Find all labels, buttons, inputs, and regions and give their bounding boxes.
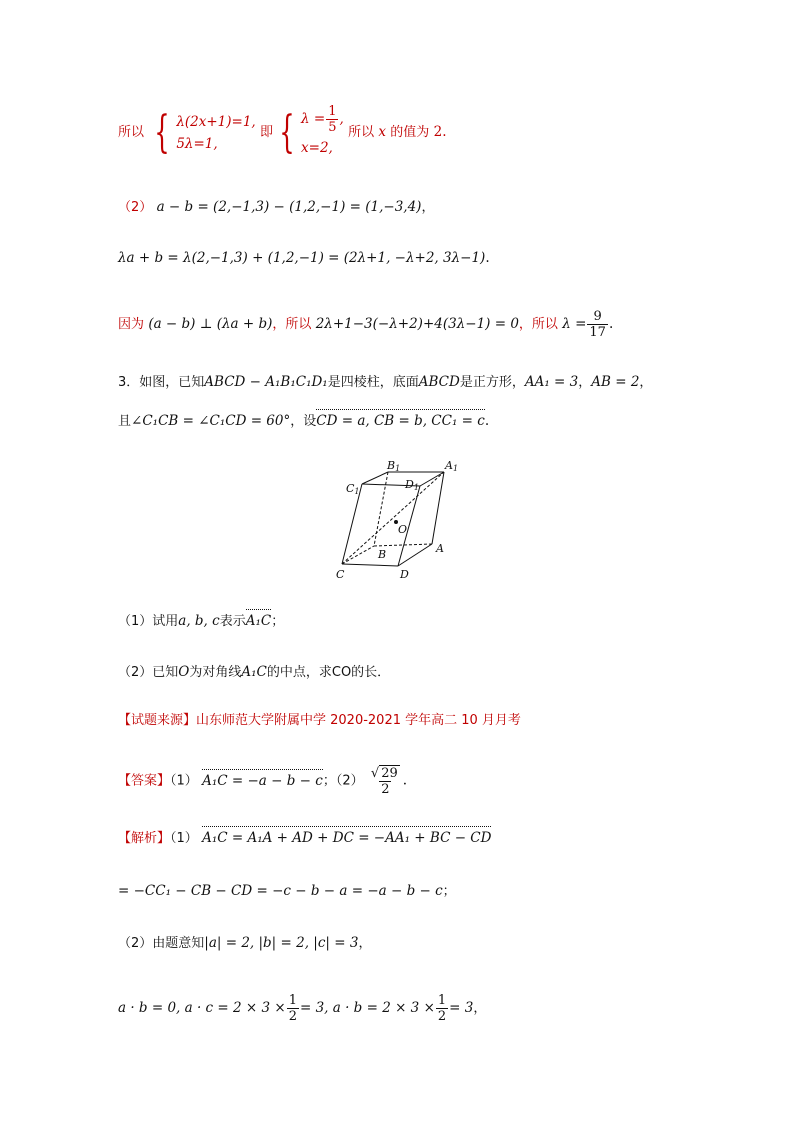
- answer-fraction: $\frac{√ 29}{2}$: [370, 766, 398, 797]
- parallelepiped-figure: [330, 458, 470, 586]
- angle-conditions: ∠C₁CB = ∠C₁CD = 60°: [131, 413, 291, 429]
- left-brace-icon: {: [154, 106, 171, 158]
- basis-vectors: a, b, c: [178, 613, 220, 629]
- question-part-2: （2）已知O为对角线A₁C的中点，求CO的长．: [118, 664, 391, 680]
- label-d1: D1: [405, 478, 419, 492]
- point-o: O: [178, 664, 190, 680]
- label-a: A: [436, 542, 444, 555]
- dot-products: a · b = 0, a · c = 2 × 3 × $\frac{1}{2}$ = 3, a · b = 2 × 3 × $\frac{1}{2}$ = 3: [118, 993, 474, 1024]
- answer-expression: A₁C = −a − b − c: [202, 772, 323, 789]
- text-mid: 即: [260, 125, 274, 140]
- part-label: （2）: [118, 200, 153, 215]
- equation-difference: a − b = (2,−1,3) − (1,2,−1) = (1,−3,4): [156, 199, 422, 215]
- label-o: O: [398, 523, 408, 536]
- vector-definitions: CD = a, CB = b, CC₁ = c: [316, 413, 485, 429]
- solution-label: 【解析】: [118, 831, 171, 846]
- label-b: B: [378, 548, 387, 561]
- label-a1: A1: [445, 459, 459, 473]
- system2-row2: x=2,: [301, 140, 333, 156]
- text-prefix: 所以: [118, 125, 145, 140]
- left-brace-icon: {: [279, 106, 295, 158]
- line-perpendicular: 因为 (a − b) ⊥ (λa + b)，所以 2λ+1−3(−λ+2)+4(3λ−1) = 0，所以 λ = $\frac{9}{17}$ .: [118, 309, 614, 340]
- diagonal-name: A₁C: [241, 664, 267, 680]
- label-c: C: [336, 568, 345, 581]
- line-vector-sum: λa + b = λ(2,−1,3) + (1,2,−1) = (2λ+1, −λ+2, 3λ−1).: [118, 250, 490, 266]
- equation-system-2: [301, 104, 344, 161]
- solution-line-1: 【解析】（1） A₁C = A₁A + AD + DC = −AA₁ + BC − CD: [118, 830, 492, 846]
- base-name: ABCD: [418, 374, 460, 390]
- question-3-statement: 3．如图，已知ABCD − A₁B₁C₁D₁是四棱柱，底面ABCD是正方形，AA₁ = 3，AB = 2，: [118, 374, 653, 390]
- equation-sum: λa + b = λ(2,−1,3) + (1,2,−1) = (2λ+1, −λ+2, 3λ−1): [118, 250, 486, 266]
- solution-line-3: （2）由题意知|a| = 2, |b| = 2, |c| = 3，: [118, 935, 372, 951]
- variable-x: x: [378, 124, 386, 140]
- solution-line-2: = −CC₁ − CB − CD = −c − b − a = −a − b − c；: [118, 883, 456, 899]
- text-because: 因为: [118, 317, 145, 332]
- target-vector: A₁C: [245, 613, 272, 629]
- label-b1: B1: [387, 459, 401, 473]
- label-c1: C1: [346, 482, 360, 496]
- text-suffix-a: 所以: [348, 125, 375, 140]
- value-two: 2: [433, 124, 443, 140]
- solution-expression-1: A₁C = A₁A + AD + DC = −AA₁ + BC − CD: [202, 830, 492, 846]
- system1-row1: λ(2x+1)=1,: [176, 113, 256, 130]
- question-source: 【试题来源】山东师范大学附属中学 2020-2021 学年高二 10 月月考: [118, 713, 521, 728]
- system2-row1: λ = $\frac{1}{5}$ ,: [301, 104, 344, 135]
- solution-expression-2: = −CC₁ − CB − CD = −c − b − a = −a − b − c: [118, 883, 443, 899]
- vector-magnitudes: |a| = 2, |b| = 2, |c| = 3: [204, 935, 359, 951]
- question-3-conditions: 且∠C₁CB = ∠C₁CD = 60°，设CD = a, CB = b, CC₁ = c.: [118, 413, 490, 429]
- line-vector-difference: （2） a − b = (2,−1,3) − (1,2,−1) = (1,−3,4)，: [118, 199, 435, 215]
- line-solution-system: 所以 { λ(2x+1)=1, 5λ=1, 即 { λ = $\frac{1}{5}$ , x=2, 所以 x 的值为 2.: [118, 104, 447, 161]
- edge-ab: AB = 2: [591, 374, 640, 390]
- edge-aa1: AA₁ = 3: [524, 374, 579, 390]
- equation-dot-zero: 2λ+1−3(−λ+2)+4(3λ−1) = 0: [315, 316, 519, 332]
- equation-system-1: [176, 111, 255, 155]
- lambda-result: λ = $\frac{9}{17}$: [562, 309, 606, 340]
- question-part-1: （1）试用a, b, c表示A₁C；: [118, 613, 285, 629]
- answer-line: 【答案】（1） A₁C = −a − b − c；（2） $\frac{√ 29}{2}$ .: [118, 766, 408, 797]
- system1-row2: 5λ=1,: [176, 135, 218, 152]
- label-d: D: [400, 568, 409, 581]
- text-suffix-b: 的值为: [390, 125, 430, 140]
- solution-line-4: a · b = 0, a · c = 2 × 3 × $\frac{1}{2}$ = 3, a · b = 2 × 3 × $\frac{1}{2}$ = 3，: [118, 993, 487, 1024]
- answer-label: 【答案】: [118, 773, 171, 789]
- perpendicular-condition: (a − b) ⊥ (λa + b): [148, 316, 273, 332]
- prism-name: ABCD − A₁B₁C₁D₁: [204, 374, 328, 390]
